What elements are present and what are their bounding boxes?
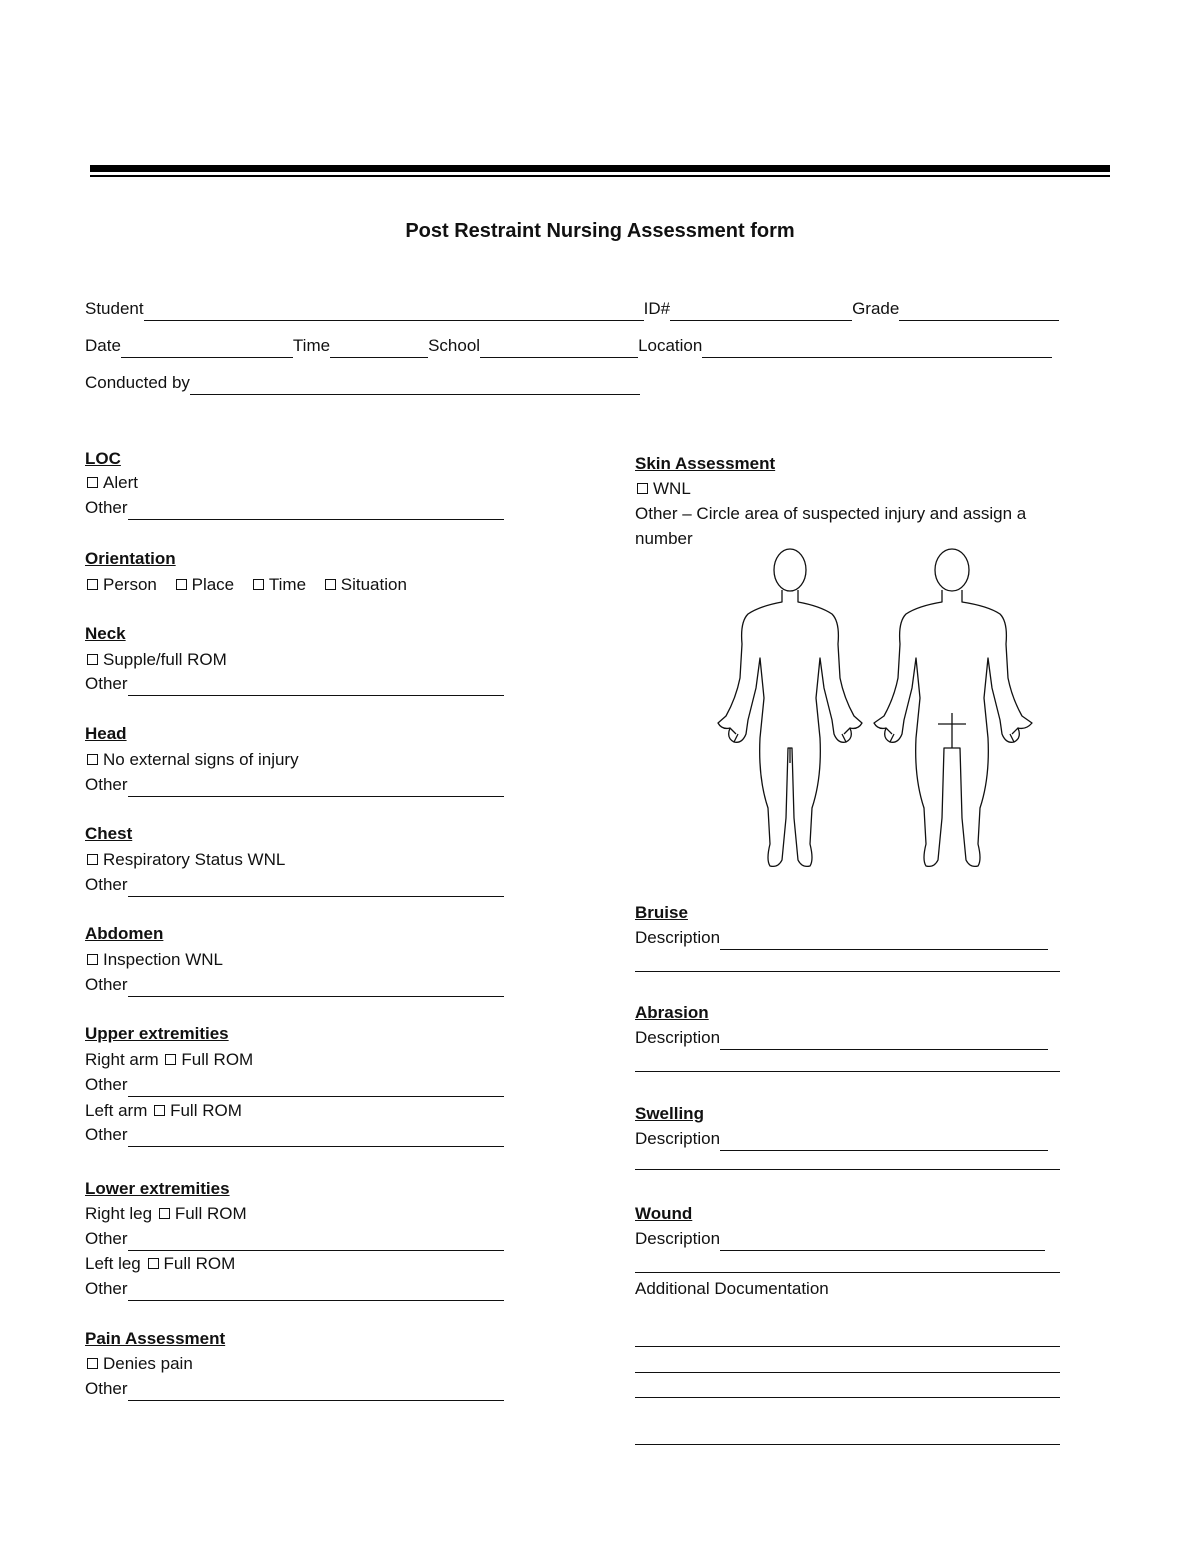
header-row-2	[85, 334, 1052, 358]
left-leg-other-label: Other	[85, 1279, 128, 1298]
swelling-description-field[interactable]	[720, 1128, 1048, 1151]
pain-other-row	[85, 1377, 504, 1401]
orientation-place-option	[174, 575, 235, 594]
wound-description-row	[635, 1227, 1045, 1251]
abdomen-other-label: Other	[85, 975, 128, 994]
bruise-description-label: Description	[635, 928, 721, 947]
chest-option-label: Respiratory Status WNL	[103, 850, 286, 869]
skin-wnl-checkbox[interactable]	[637, 483, 648, 494]
neck-heading: Neck	[85, 624, 126, 643]
left-leg-checkbox[interactable]	[148, 1258, 159, 1269]
neck-option-label: Supple/full ROM	[103, 650, 227, 669]
left-arm-checkbox[interactable]	[154, 1105, 165, 1116]
chest-option	[85, 848, 285, 872]
header-rule-thin	[90, 175, 1110, 177]
abrasion-description-label: Description	[635, 1028, 721, 1047]
skin-assessment-heading: Skin Assessment	[635, 454, 776, 473]
form-title: Post Restraint Nursing Assessment form	[405, 220, 795, 242]
right-arm-checkbox[interactable]	[165, 1054, 176, 1065]
abrasion-description-line-2[interactable]	[635, 1071, 1060, 1072]
orientation-time-label: Time	[268, 575, 307, 594]
header-rule-thick	[90, 165, 1110, 172]
wound-heading: Wound	[635, 1204, 693, 1223]
chest-other-row	[85, 873, 504, 897]
right-leg-label: Right leg	[85, 1204, 153, 1223]
header-row-1	[85, 297, 1059, 321]
location-field[interactable]	[702, 335, 1052, 358]
left-leg-other-field[interactable]	[128, 1278, 504, 1301]
id-field[interactable]	[670, 298, 852, 321]
right-arm-other-label: Other	[85, 1075, 128, 1094]
body-back-figure	[874, 549, 1032, 866]
neck-other-row	[85, 672, 504, 696]
orientation-time-checkbox[interactable]	[253, 579, 264, 590]
bruise-description-field[interactable]	[720, 927, 1048, 950]
body-diagram[interactable]	[712, 548, 1042, 878]
abrasion-heading: Abrasion	[635, 1003, 709, 1022]
location-label: Location	[638, 336, 703, 355]
abdomen-checkbox[interactable]	[87, 954, 98, 965]
orientation-situation-option	[323, 575, 407, 594]
orientation-person-checkbox[interactable]	[87, 579, 98, 590]
abdomen-heading: Abdomen	[85, 924, 164, 943]
orientation-situation-label: Situation	[340, 575, 407, 594]
chest-other-label: Other	[85, 875, 128, 894]
body-front-figure	[718, 549, 862, 866]
loc-other-label: Other	[85, 498, 128, 517]
swelling-description-line-2[interactable]	[635, 1169, 1060, 1170]
head-other-field[interactable]	[128, 774, 504, 797]
chest-other-field[interactable]	[128, 874, 504, 897]
loc-alert-checkbox[interactable]	[87, 477, 98, 488]
orientation-heading: Orientation	[85, 549, 176, 568]
pain-other-field[interactable]	[128, 1378, 504, 1401]
left-leg-row	[85, 1252, 235, 1276]
date-label: Date	[85, 336, 121, 355]
loc-heading: LOC	[85, 449, 121, 468]
loc-other-row	[85, 496, 504, 520]
right-arm-other-row	[85, 1073, 504, 1097]
right-arm-row	[85, 1048, 253, 1072]
student-field[interactable]	[144, 298, 644, 321]
left-arm-option-label: Full ROM	[170, 1101, 242, 1120]
loc-alert-label: Alert	[103, 473, 138, 492]
abrasion-description-row	[635, 1026, 1048, 1050]
grade-field[interactable]	[899, 298, 1059, 321]
left-arm-row	[85, 1099, 242, 1123]
orientation-options	[85, 573, 419, 597]
left-arm-other-field[interactable]	[128, 1124, 504, 1147]
chest-checkbox[interactable]	[87, 854, 98, 865]
left-arm-other-row	[85, 1123, 504, 1147]
id-label: ID#	[643, 299, 671, 318]
conducted-by-field[interactable]	[190, 372, 640, 395]
right-arm-label: Right arm	[85, 1050, 159, 1069]
wound-description-line-2[interactable]	[635, 1272, 1060, 1273]
orientation-person-label: Person	[103, 575, 157, 594]
swelling-description-row	[635, 1127, 1048, 1151]
abdomen-option-label: Inspection WNL	[103, 950, 223, 969]
additional-documentation-line-3[interactable]	[635, 1397, 1060, 1398]
header-row-3	[85, 371, 640, 395]
right-leg-other-label: Other	[85, 1229, 128, 1248]
upper-extremities-heading: Upper extremities	[85, 1024, 229, 1043]
orientation-place-label: Place	[191, 575, 235, 594]
additional-documentation-line-1[interactable]	[635, 1346, 1060, 1347]
pain-checkbox[interactable]	[87, 1358, 98, 1369]
additional-documentation-line-4[interactable]	[635, 1444, 1060, 1445]
skin-wnl-label: WNL	[653, 479, 691, 498]
wound-description-field[interactable]	[720, 1228, 1045, 1251]
school-field[interactable]	[480, 335, 638, 358]
chest-heading: Chest	[85, 824, 133, 843]
orientation-place-checkbox[interactable]	[176, 579, 187, 590]
pain-other-label: Other	[85, 1379, 128, 1398]
left-leg-option-label: Full ROM	[163, 1254, 236, 1273]
abdomen-other-row	[85, 973, 504, 997]
time-label: Time	[292, 336, 331, 355]
bruise-heading: Bruise	[635, 903, 688, 922]
swelling-description-label: Description	[635, 1129, 721, 1148]
right-leg-option-label: Full ROM	[174, 1204, 247, 1223]
head-other-row	[85, 773, 504, 797]
abdomen-option	[85, 948, 223, 972]
pain-option-label: Denies pain	[103, 1354, 193, 1373]
right-leg-row	[85, 1202, 247, 1226]
head-heading: Head	[85, 724, 127, 743]
head-checkbox[interactable]	[87, 754, 98, 765]
head-option-label: No external signs of injury	[103, 750, 299, 769]
right-leg-checkbox[interactable]	[159, 1208, 170, 1219]
time-field[interactable]	[330, 335, 428, 358]
loc-other-field[interactable]	[128, 497, 504, 520]
neck-other-label: Other	[85, 674, 128, 693]
left-leg-label: Left leg	[85, 1254, 141, 1273]
pain-assessment-heading: Pain Assessment	[85, 1329, 226, 1348]
left-leg-other-row	[85, 1277, 504, 1301]
abrasion-description-field[interactable]	[720, 1027, 1048, 1050]
skin-wnl-option	[635, 477, 691, 501]
bruise-description-row	[635, 926, 1048, 950]
orientation-situation-checkbox[interactable]	[325, 579, 336, 590]
grade-label: Grade	[852, 299, 900, 318]
student-label: Student	[85, 299, 144, 318]
neck-checkbox[interactable]	[87, 654, 98, 665]
right-arm-other-field[interactable]	[128, 1074, 504, 1097]
neck-other-field[interactable]	[128, 673, 504, 696]
left-arm-label: Left arm	[85, 1101, 148, 1120]
head-other-label: Other	[85, 775, 128, 794]
pain-option	[85, 1352, 193, 1376]
bruise-description-line-2[interactable]	[635, 971, 1060, 972]
neck-option	[85, 648, 227, 672]
left-arm-other-label: Other	[85, 1125, 128, 1144]
loc-alert-option	[85, 471, 138, 495]
skin-other-line1: Other – Circle area of suspected injury and assign a	[635, 504, 1027, 523]
additional-documentation-line-2[interactable]	[635, 1372, 1060, 1373]
right-arm-option-label: Full ROM	[181, 1050, 254, 1069]
additional-documentation-label: Additional Documentation	[635, 1279, 829, 1298]
orientation-person-option	[85, 575, 157, 594]
skin-other-line2: number	[635, 529, 693, 548]
lower-extremities-heading: Lower extremities	[85, 1179, 230, 1198]
conducted-by-label: Conducted by	[85, 373, 190, 392]
school-label: School	[428, 336, 481, 355]
orientation-time-option	[251, 575, 306, 594]
head-option	[85, 748, 299, 772]
wound-description-label: Description	[635, 1229, 721, 1248]
abdomen-other-field[interactable]	[128, 974, 504, 997]
right-leg-other-row	[85, 1227, 504, 1251]
swelling-heading: Swelling	[635, 1104, 704, 1123]
right-leg-other-field[interactable]	[128, 1228, 504, 1251]
date-field[interactable]	[121, 335, 293, 358]
